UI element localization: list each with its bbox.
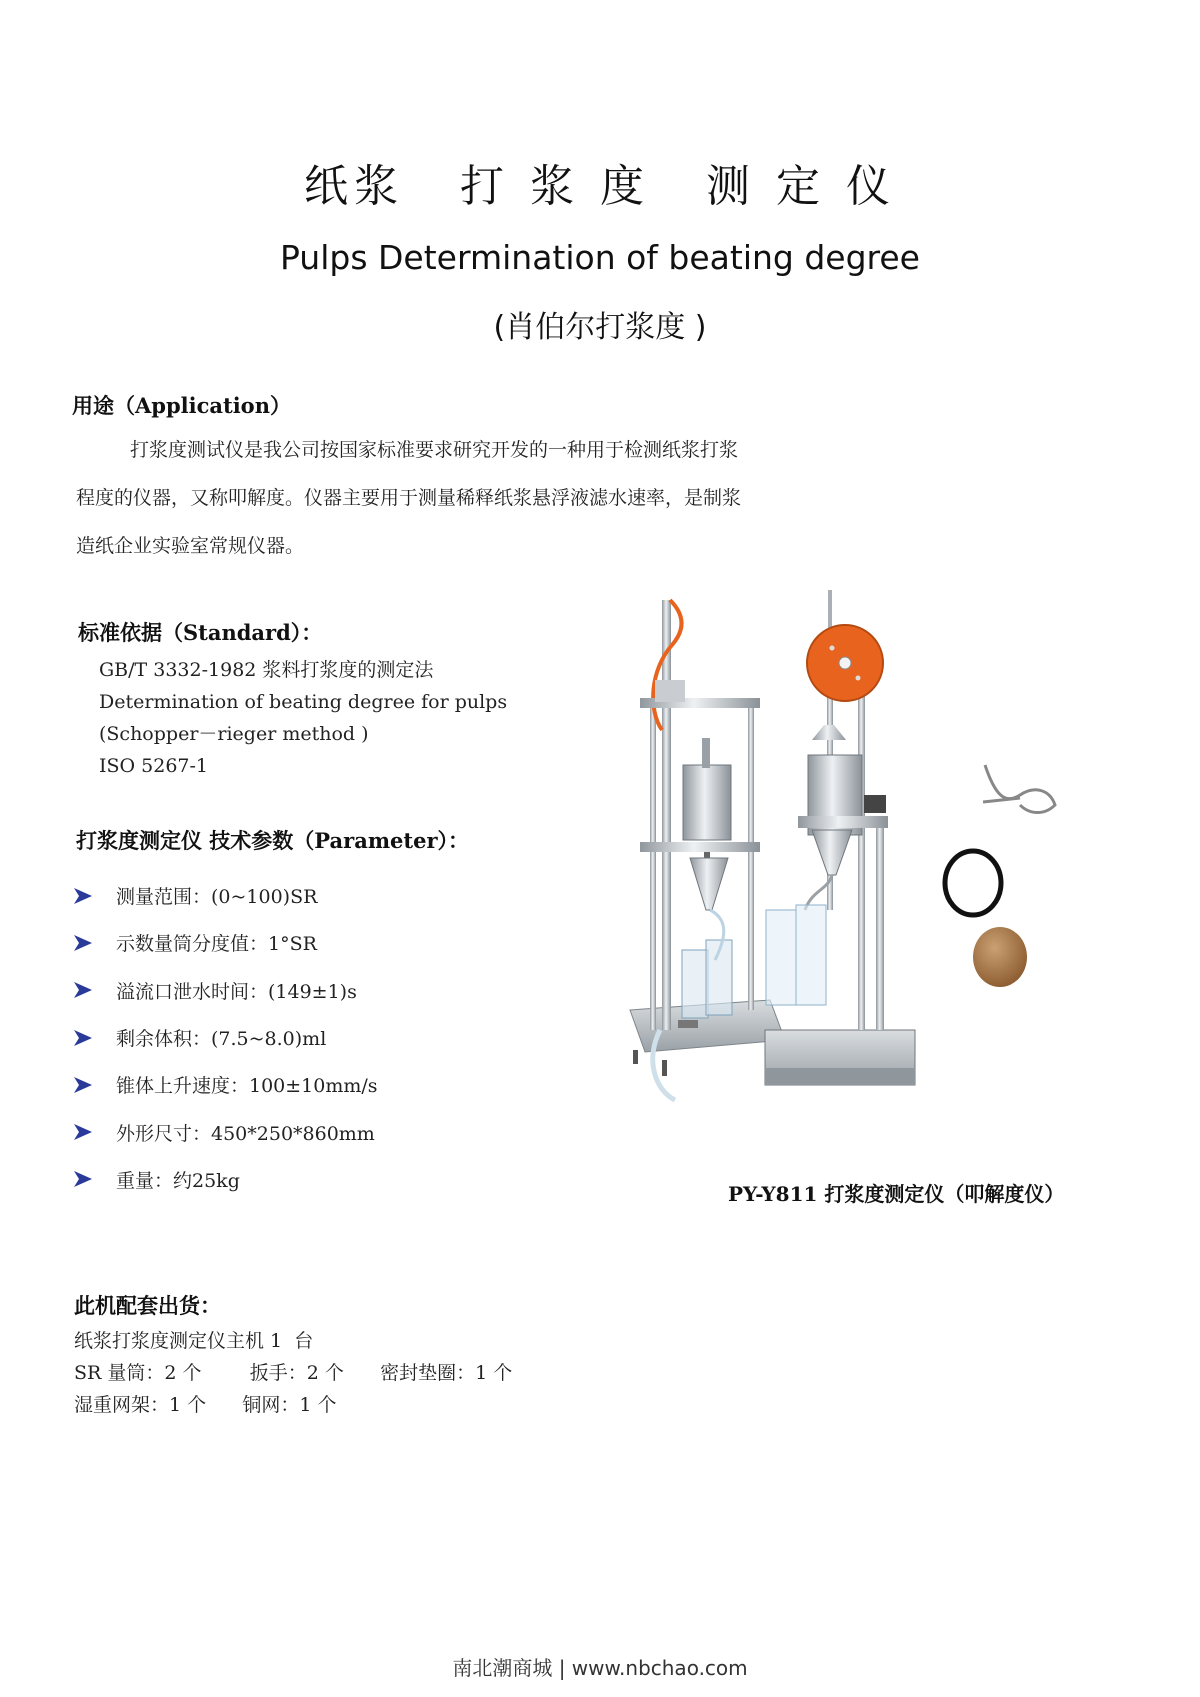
- parameter-text: 溢流口泄水时间：(149±1)s: [116, 980, 357, 1003]
- shipping-line: 湿重网架：1 个 铜网：1 个: [74, 1394, 337, 1416]
- arrow-bullet-icon: [72, 1075, 94, 1095]
- parameter-text: 锥体上升速度：100±10mm/s: [116, 1075, 378, 1098]
- parameter-text: 外形尺寸：450*250*860mm: [116, 1122, 375, 1145]
- standard-line: Determination of beating degree for pulps: [99, 691, 508, 713]
- application-line-1: 打浆度测试仪是我公司按国家标准要求研究开发的一种用于检测纸浆打浆: [130, 439, 739, 461]
- application-line-2: 程度的仪器，又称叩解度。仪器主要用于测量稀释纸浆悬浮液滤水速率，是制浆: [76, 487, 742, 509]
- parameter-text: 测量范围：(0~100)SR: [116, 886, 318, 909]
- title-part-2: 打 浆 度: [460, 161, 650, 212]
- arrow-bullet-icon: [72, 980, 94, 1000]
- parameter-list: [72, 872, 632, 1203]
- product-caption: PY-Y811 打浆度测定仪（叩解度仪）: [728, 1182, 1065, 1206]
- standard-list: [99, 654, 507, 782]
- arrow-bullet-icon: [72, 933, 94, 953]
- parameter-text: 重量：约25kg: [116, 1169, 240, 1192]
- instrument-right: [765, 590, 915, 1085]
- shipping-line: SR 量筒：2 个 扳手：2 个 密封垫圈：1 个: [74, 1362, 513, 1384]
- application-heading: 用途（Application）: [72, 393, 291, 418]
- page-title-en: Pulps Determination of beating degree: [279, 238, 920, 277]
- parameter-item: [72, 1156, 632, 1203]
- shipping-list: [74, 1325, 512, 1421]
- standard-line: ISO 5267-1: [99, 755, 208, 777]
- application-line-3: 造纸企业实验室常规仪器。: [76, 535, 305, 557]
- parameter-item: [72, 919, 632, 966]
- parameter-item: [72, 1014, 632, 1061]
- footer-website[interactable]: 南北潮商城 | www.nbchao.com: [452, 1656, 748, 1680]
- arrow-bullet-icon: [72, 1122, 94, 1142]
- instrument-left: [630, 600, 785, 1100]
- parameter-text: 剩余体积：(7.5~8.0)ml: [116, 1028, 327, 1051]
- standard-heading: 标准依据（Standard）：: [78, 620, 323, 645]
- arrow-bullet-icon: [72, 1169, 94, 1189]
- parameter-text: 示数量筒分度值：1°SR: [116, 933, 317, 956]
- title-part-1: 纸浆: [304, 161, 405, 212]
- arrow-bullet-icon: [72, 1028, 94, 1048]
- shipping-heading: 此机配套出货：: [74, 1293, 221, 1318]
- parameter-item: [72, 967, 632, 1014]
- page-subtitle: (肖伯尔打浆度 ): [493, 310, 707, 345]
- product-illustration: [600, 590, 1160, 1110]
- accessory-wrench: [983, 765, 1055, 813]
- shipping-line: 纸浆打浆度测定仪主机 1 台: [74, 1330, 314, 1352]
- parameter-item: [72, 1108, 632, 1155]
- standard-line: GB/T 3332-1982 浆料打浆度的测定法: [99, 659, 434, 681]
- parameter-item: [72, 872, 632, 919]
- parameter-heading: 打浆度测定仪 技术参数（Parameter）：: [76, 828, 470, 853]
- accessory-seal-ring: [945, 851, 1001, 915]
- arrow-bullet-icon: [72, 886, 94, 906]
- accessory-copper-mesh: [973, 927, 1027, 987]
- page-title-cn: [0, 150, 1200, 214]
- parameter-item: [72, 1061, 632, 1108]
- title-part-3: 测 定 仪: [706, 161, 896, 212]
- standard-line: (Schopper－rieger method ): [99, 723, 369, 745]
